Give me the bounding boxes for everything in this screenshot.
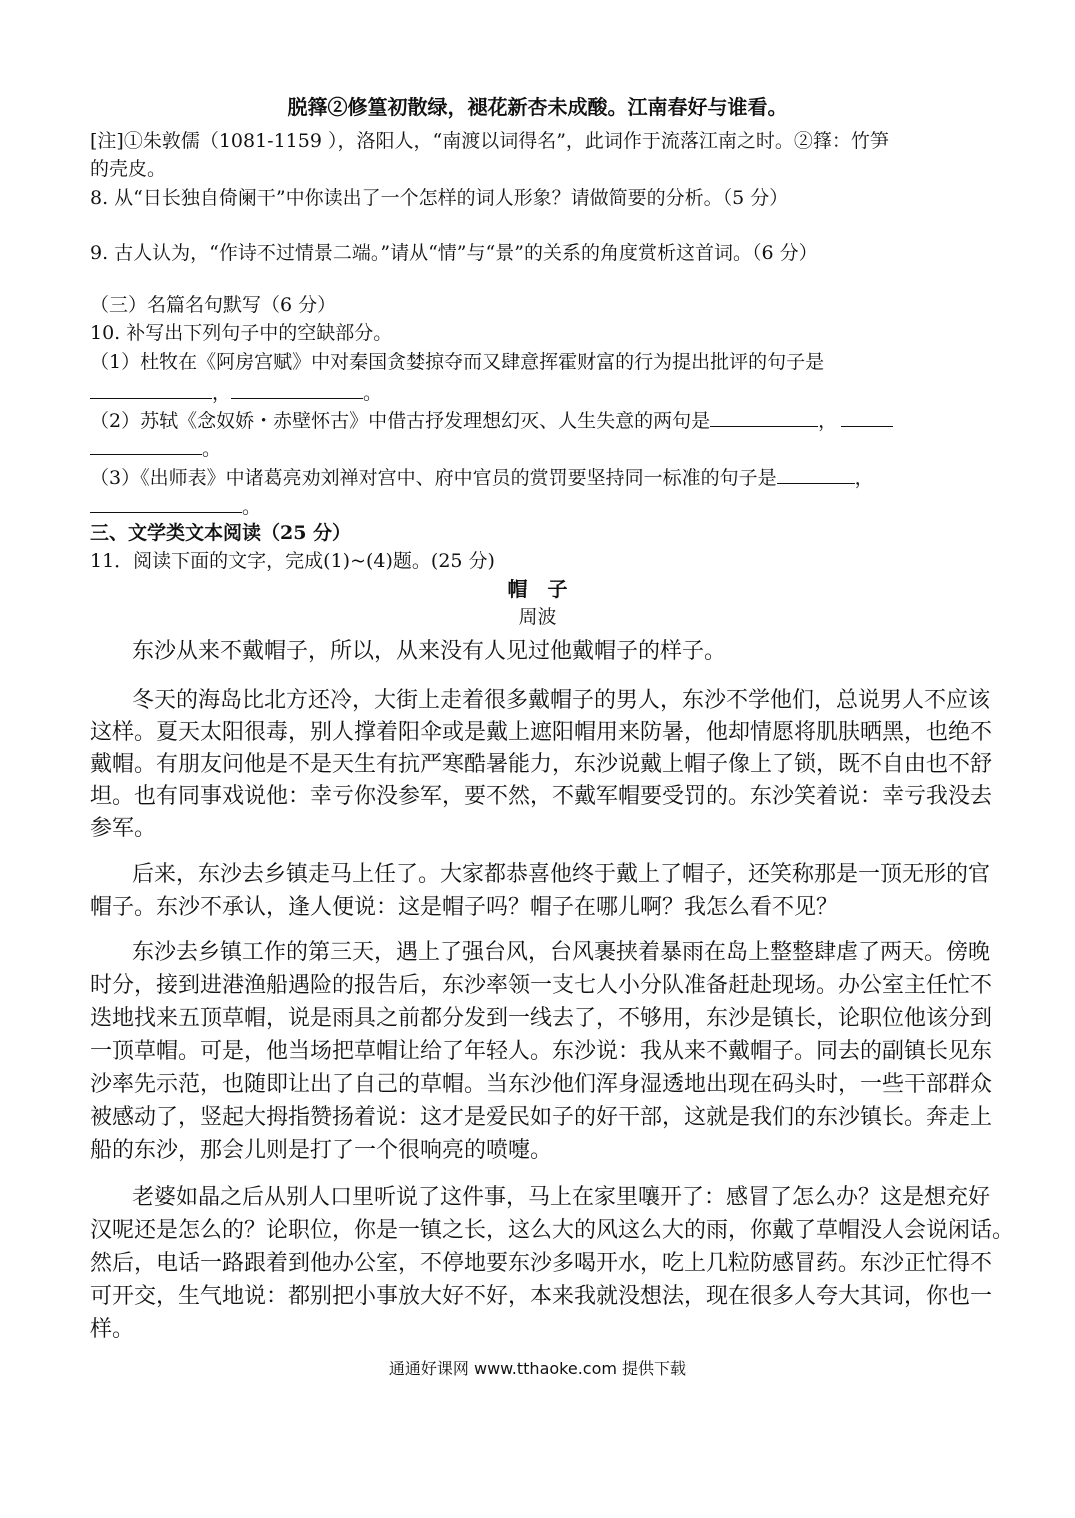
answer-blank[interactable] (231, 378, 363, 399)
story-line: 汉呢还是怎么的？论职位，你是一镇之长，这么大的风这么大的雨，你戴了草帽没人会说闲话。 (90, 1218, 1015, 1243)
story-line: 可开交，生气地说：都别把小事放大好不好，本来我就没想法，现在很多人夸大其词，你也一 (90, 1284, 993, 1309)
blank-end: 。 (242, 496, 262, 518)
answer-blank[interactable] (710, 406, 818, 427)
story-author: 周波 (518, 606, 557, 628)
story-line: 时分，接到进港渔船遇险的报告后，东沙率领一支七人小分队准备赶赴现场。办公室主任忙不 (90, 973, 993, 998)
story-line: 这样。夏天太阳很毒，别人撑着阳伞或是戴上遮阳帽用来防暑，他却情愿将肌肤晒黑，也绝不 (90, 720, 993, 745)
section-heading-dictation: （三）名篇名句默写（6 分） (90, 294, 337, 316)
answer-blank[interactable] (90, 492, 242, 513)
question-10: 10. 补写出下列句子中的空缺部分。 (90, 322, 393, 344)
note-line-1: [注]①朱敦儒（1081-1159 ），洛阳人，“南渡以词得名”，此词作于流落江南之时。②箨：竹笋 (90, 130, 889, 152)
question-8: 8. 从“日长独自倚阑干”中你读出了一个怎样的词人形象？请做简要的分析。（5 分） (90, 187, 789, 209)
story-line: 样。 (90, 1317, 135, 1342)
story-line: 然后，电话一路跟着到他办公室，不停地要东沙多喝开水，吃上几粒防感冒药。东沙正忙得不 (90, 1251, 993, 1276)
story-line: 东沙从来不戴帽子，所以，从来没有人见过他戴帽子的样子。 (132, 639, 727, 664)
answer-blank[interactable] (777, 463, 855, 484)
question-10-3-text: （3）《出师表》中诸葛亮劝刘禅对宫中、府中官员的赏罚要坚持同一标准的句子是 ， (90, 463, 874, 491)
blank-end: 。 (363, 382, 383, 404)
story-title: 帽 子 (507, 577, 568, 601)
question-10-3-continuation (90, 492, 261, 520)
section-heading-literary-reading: 三、文学类文本阅读（25 分） (90, 522, 352, 544)
blank-separator: ， (212, 382, 232, 404)
story-line: 帽子。东沙不承认，逢人便说：这是帽子吗？帽子在哪儿啊？我怎么看不见？ (90, 895, 839, 920)
answer-blank[interactable] (90, 378, 212, 399)
story-line: 冬天的海岛比北方还冷，大街上走着很多戴帽子的男人，东沙不学他们，总说男人不应该 (132, 688, 991, 713)
story-line: 沙率先示范，也随即让出了自己的草帽。当东沙他们浑身湿透地出现在码头时，一些干部群众 (90, 1072, 993, 1097)
note-line-2: 的壳皮。 (90, 158, 167, 180)
blank-end: 。 (202, 438, 222, 460)
story-line: 一顶草帽。可是，他当场把草帽让给了年轻人。东沙说：我从来不戴帽子。同去的副镇长见东 (90, 1039, 993, 1064)
question-10-1-text: （1）杜牧在《阿房宫赋》中对秦国贪婪掠夺而又肆意挥霍财富的行为提出批评的句子是 (90, 351, 825, 373)
story-line: 戴帽。有朋友问他是不是天生有抗严寒酷暑能力，东沙说戴上帽子像上了锁，既不自由也不舒 (90, 752, 993, 777)
question-11: 11．阅读下面的文字，完成(1)~(4)题。(25 分) (90, 550, 495, 572)
question-9: 9. 古人认为，“作诗不过情景二端。”请从“情”与“景”的关系的角度赏析这首词。（6 分） (90, 242, 818, 264)
story-line: 老婆如晶之后从别人口里听说了这件事，马上在家里嚷开了：感冒了怎么办？这是想充好 (132, 1185, 991, 1210)
story-line: 迭地找来五顶草帽，说是雨具之前都分发到一线去了，不够用，东沙是镇长，论职位他该分到 (90, 1006, 993, 1031)
story-line: 后来，东沙去乡镇走马上任了。大家都恭喜他终于戴上了帽子，还笑称那是一顶无形的官 (132, 862, 991, 887)
story-line: 船的东沙，那会儿则是打了一个很响亮的喷嚏。 (90, 1138, 553, 1163)
blank-separator: ， (854, 467, 874, 489)
story-line: 被感动了，竖起大拇指赞扬着说：这才是爱民如子的好干部，这就是我们的东沙镇长。奔走上 (90, 1105, 993, 1130)
question-10-1-blanks (90, 378, 382, 406)
page-footer: 通通好课网 www.tthaoke.com 提供下载 (388, 1359, 687, 1378)
question-10-2-text: （2）苏轼《念奴娇・赤壁怀古》中借古抒发理想幻灭、人生失意的两句是 ， (90, 406, 893, 434)
story-line: 参军。 (90, 816, 157, 841)
answer-blank[interactable] (841, 406, 893, 427)
story-line: 东沙去乡镇工作的第三天，遇上了强台风，台风裹挟着暴雨在岛上整整肆虐了两天。傍晚 (132, 940, 991, 965)
question-10-2-continuation (90, 434, 221, 462)
answer-blank[interactable] (90, 434, 202, 455)
poem-line: 脱箨②修篁初散绿，褪花新杏未成酸。江南春好与谁看。 (287, 95, 788, 119)
story-line: 坦。也有同事戏说他：幸亏你没参军，要不然，不戴军帽要受罚的。东沙笑着说：幸亏我没去 (90, 784, 993, 809)
blank-separator: ， (818, 410, 838, 432)
